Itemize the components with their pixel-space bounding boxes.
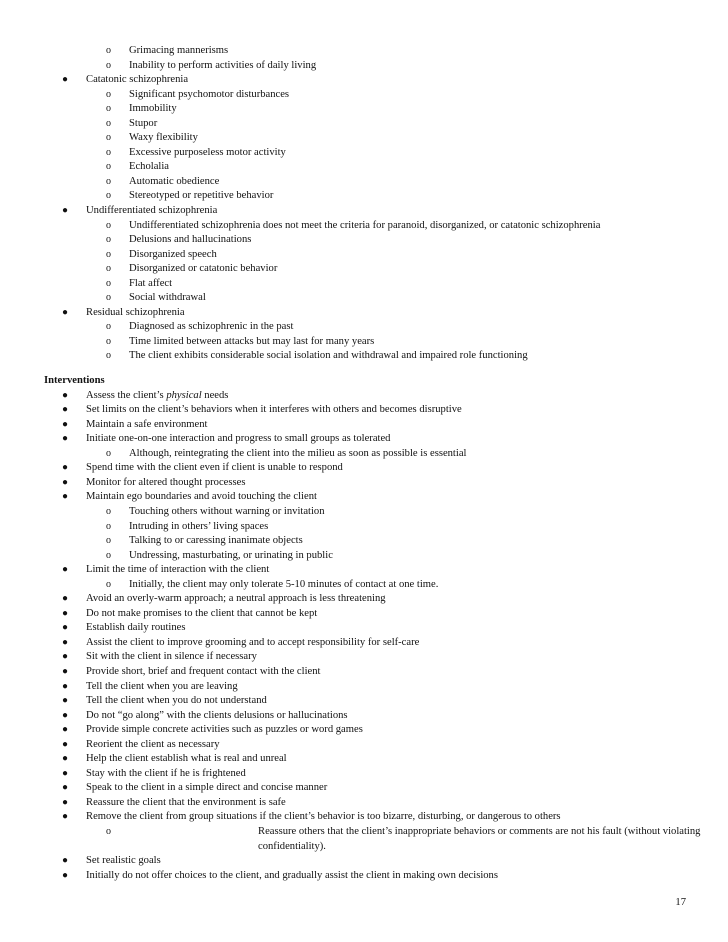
list-item-text: Establish daily routines <box>86 622 186 634</box>
list-item <box>0 549 728 564</box>
list-item <box>0 563 728 578</box>
list-item <box>0 291 728 306</box>
bullet-icon: ● <box>62 782 69 794</box>
list-item <box>0 349 728 364</box>
bullet-icon: o <box>106 578 111 590</box>
document-page <box>0 44 728 883</box>
list-item <box>0 505 728 520</box>
list-item <box>0 578 728 593</box>
bullet-icon: ● <box>62 462 69 474</box>
list-item <box>0 204 728 219</box>
list-item-text: Maintain ego boundaries and avoid touching the client <box>86 491 317 503</box>
list-item <box>0 59 728 74</box>
bullet-icon: o <box>106 175 111 187</box>
bullet-icon: o <box>106 234 111 246</box>
list-item <box>0 694 728 709</box>
list-item-text: Initially, the client may only tolerate 5-10 minutes of contact at one time. <box>129 578 439 590</box>
bullet-icon: ● <box>62 869 69 881</box>
list-item-text: Undressing, masturbating, or urinating in public <box>129 549 333 561</box>
list-item-text: Stay with the client if he is frightened <box>86 767 246 779</box>
list-item <box>0 709 728 724</box>
bullet-icon: ● <box>62 205 69 217</box>
bullet-icon: ● <box>62 636 69 648</box>
list-item-text <box>86 389 228 404</box>
list-item-text: Speak to the client in a simple direct and concise manner <box>86 782 328 794</box>
list-item-text: Social withdrawal <box>129 292 206 304</box>
bullet-icon: ● <box>62 680 69 692</box>
list-item <box>0 461 728 476</box>
bullet-icon: o <box>106 88 111 100</box>
bullet-icon: o <box>106 549 111 561</box>
list-item-text: Do not “go along” with the clients delusions or hallucinations <box>86 709 348 721</box>
list-item-text: Sit with the client in silence if necessary <box>86 651 257 663</box>
list-item-text: Immobility <box>129 103 177 115</box>
bullet-icon: o <box>106 219 111 231</box>
list-item <box>0 88 728 103</box>
text-run: Assess the client’s <box>86 389 167 401</box>
bullet-icon: o <box>106 248 111 260</box>
bullet-icon: o <box>106 292 111 304</box>
list-item <box>0 262 728 277</box>
list-item <box>0 796 728 811</box>
list-item <box>0 131 728 146</box>
bullet-icon: ● <box>62 651 69 663</box>
list-item <box>0 277 728 292</box>
list-item-text: Initiate one-on-one interaction and progress to small groups as tolerated <box>86 433 391 445</box>
list-item <box>0 607 728 622</box>
list-item <box>0 592 728 607</box>
list-item-text: Remove the client from group situations if the client’s behavior is too bizarre, disturbing, or dangerous to others <box>86 811 561 823</box>
list-item-text: Residual schizophrenia <box>86 306 185 318</box>
emphasized-text: physical <box>166 389 202 401</box>
list-item-text: Reorient the client as necessary <box>86 738 220 750</box>
list-item <box>0 767 728 782</box>
bullet-icon: o <box>106 117 111 129</box>
interventions-list <box>0 403 728 883</box>
list-item-text: Excessive purposeless motor activity <box>129 146 286 158</box>
list-item-text: Initially do not offer choices to the client, and gradually assist the client in making own decisions <box>86 869 498 881</box>
section-gap <box>0 364 728 374</box>
bullet-icon: o <box>106 146 111 158</box>
bullet-icon: ● <box>62 855 69 867</box>
bullet-icon: ● <box>62 306 69 318</box>
bullet-icon: ● <box>62 404 69 416</box>
bullet-icon: o <box>106 263 111 275</box>
list-item-text: Significant psychomotor disturbances <box>129 88 290 100</box>
list-item-text: Flat affect <box>129 277 173 289</box>
list-item-text: Spend time with the client even if client is unable to respond <box>86 462 343 474</box>
list-item <box>0 219 728 234</box>
list-item-text: Delusions and hallucinations <box>129 234 252 246</box>
bullet-icon: o <box>106 520 111 532</box>
bullet-icon: o <box>106 505 111 517</box>
bullet-icon: ● <box>62 491 69 503</box>
list-item <box>0 650 728 665</box>
bullet-icon: ● <box>62 811 69 823</box>
list-item <box>0 73 728 88</box>
list-item <box>0 752 728 767</box>
list-item-text: Provide short, brief and frequent contact with the client <box>86 665 321 677</box>
list-item-text: Reassure the client that the environment is safe <box>86 796 286 808</box>
list-item-text: Stupor <box>129 117 158 129</box>
bullet-icon: o <box>106 45 111 56</box>
list-item <box>0 738 728 753</box>
list-item-text: Disorganized speech <box>129 248 217 260</box>
list-item <box>0 189 728 204</box>
list-item-text: Do not make promises to the client that cannot be kept <box>86 607 318 619</box>
bullet-icon: o <box>106 825 111 837</box>
list-item-text: Inability to perform activities of daily living <box>129 59 317 71</box>
list-item <box>0 854 728 869</box>
bullet-icon: ● <box>62 74 69 86</box>
bullet-icon: ● <box>62 753 69 765</box>
list-item-text: Set realistic goals <box>86 855 161 867</box>
bullet-icon: o <box>106 190 111 202</box>
list-item <box>0 175 728 190</box>
bullet-icon: ● <box>62 433 69 445</box>
bullet-icon: o <box>106 350 111 362</box>
list-item-text: Time limited between attacks but may last for many years <box>129 335 375 347</box>
list-item <box>0 665 728 680</box>
list-item-text: Assist the client to improve grooming and to accept responsibility for self-care <box>86 636 420 648</box>
bullet-icon: ● <box>62 767 69 779</box>
page-number: 17 <box>675 897 686 908</box>
bullet-icon: ● <box>62 622 69 634</box>
list-item-text: Although, reintegrating the client into the milieu as soon as possible is essential <box>129 447 467 459</box>
bullet-icon: o <box>106 103 111 115</box>
text-run: needs <box>201 389 229 401</box>
list-item <box>0 248 728 263</box>
list-item <box>0 723 728 738</box>
interventions-heading: Interventions <box>44 375 105 387</box>
bullet-icon: ● <box>62 665 69 677</box>
bullet-icon: ● <box>62 593 69 605</box>
list-item <box>0 447 728 462</box>
list-item <box>0 810 728 825</box>
list-item-text: Intruding in others’ living spaces <box>129 520 269 532</box>
bullet-icon: o <box>106 277 111 289</box>
list-item <box>0 476 728 491</box>
list-item-text: Tell the client when you are leaving <box>86 680 238 692</box>
list-item-text: Maintain a safe environment <box>86 418 208 430</box>
list-item <box>0 636 728 651</box>
list-item <box>0 335 728 350</box>
bullet-icon: o <box>106 59 111 71</box>
list-item-text: Limit the time of interaction with the client <box>86 564 270 576</box>
list-item <box>0 306 728 321</box>
list-item-text: Avoid an overly-warm approach; a neutral approach is less threatening <box>86 593 386 605</box>
bullet-icon: ● <box>62 607 69 619</box>
bullet-icon: o <box>106 447 111 459</box>
list-item <box>0 389 728 404</box>
bullet-icon: o <box>106 335 111 347</box>
list-item-text: Catatonic schizophrenia <box>86 74 189 86</box>
section-heading-row <box>0 374 728 389</box>
list-item <box>0 825 728 854</box>
bullet-icon: o <box>106 132 111 144</box>
list-item <box>0 403 728 418</box>
bullet-icon: ● <box>62 695 69 707</box>
list-item <box>0 680 728 695</box>
list-item-text: Disorganized or catatonic behavior <box>129 263 278 275</box>
list-item-text: Tell the client when you do not understand <box>86 695 267 707</box>
list-item <box>0 490 728 505</box>
bullet-icon: ● <box>62 796 69 808</box>
list-item <box>0 534 728 549</box>
list-item-text: Automatic obedience <box>129 175 220 187</box>
list-item <box>0 621 728 636</box>
list-item-text: Diagnosed as schizophrenic in the past <box>129 321 294 333</box>
bullet-icon: ● <box>62 564 69 576</box>
list-item <box>0 520 728 535</box>
list-item <box>0 117 728 132</box>
bullet-icon: o <box>106 321 111 333</box>
schizophrenia-types-list <box>0 44 728 364</box>
list-item <box>0 160 728 175</box>
list-item <box>0 44 728 59</box>
bullet-icon: ● <box>62 389 69 401</box>
list-item-text: Echolalia <box>129 161 170 173</box>
list-item-text: Monitor for altered thought processes <box>86 476 246 488</box>
list-item-text: Touching others without warning or invitation <box>129 505 325 517</box>
list-item-text: Help the client establish what is real and unreal <box>86 753 287 765</box>
bullet-icon: ● <box>62 724 69 736</box>
bullet-icon: ● <box>62 418 69 430</box>
list-item <box>0 146 728 161</box>
bullet-icon: ● <box>62 476 69 488</box>
bullet-icon: ● <box>62 709 69 721</box>
list-item-text: Grimacing mannerisms <box>129 45 229 56</box>
bullet-icon: o <box>106 535 111 547</box>
list-item-text: Reassure others that the client’s inappropriate behaviors or comments are not his fault (without violating confidentiality). <box>258 825 701 852</box>
list-item-text: Talking to or caressing inanimate objects <box>129 535 303 547</box>
list-item-text: Provide simple concrete activities such as puzzles or word games <box>86 724 363 736</box>
bullet-icon: o <box>106 161 111 173</box>
list-item <box>0 432 728 447</box>
list-item <box>0 320 728 335</box>
list-item <box>0 102 728 117</box>
list-item-text: Waxy flexibility <box>129 132 198 144</box>
list-item <box>0 418 728 433</box>
list-item-text: The client exhibits considerable social isolation and withdrawal and impaired role functioning <box>129 350 528 362</box>
list-item <box>0 233 728 248</box>
list-item-text: Undifferentiated schizophrenia <box>86 205 218 217</box>
list-item <box>0 869 728 884</box>
list-item <box>0 781 728 796</box>
list-item-text: Stereotyped or repetitive behavior <box>129 190 274 202</box>
list-item-text: Undifferentiated schizophrenia does not meet the criteria for paranoid, disorganized, or catatonic schizophrenia <box>129 219 601 231</box>
list-item-text: Set limits on the client’s behaviors when it interferes with others and becomes disruptive <box>86 404 462 416</box>
bullet-icon: ● <box>62 738 69 750</box>
